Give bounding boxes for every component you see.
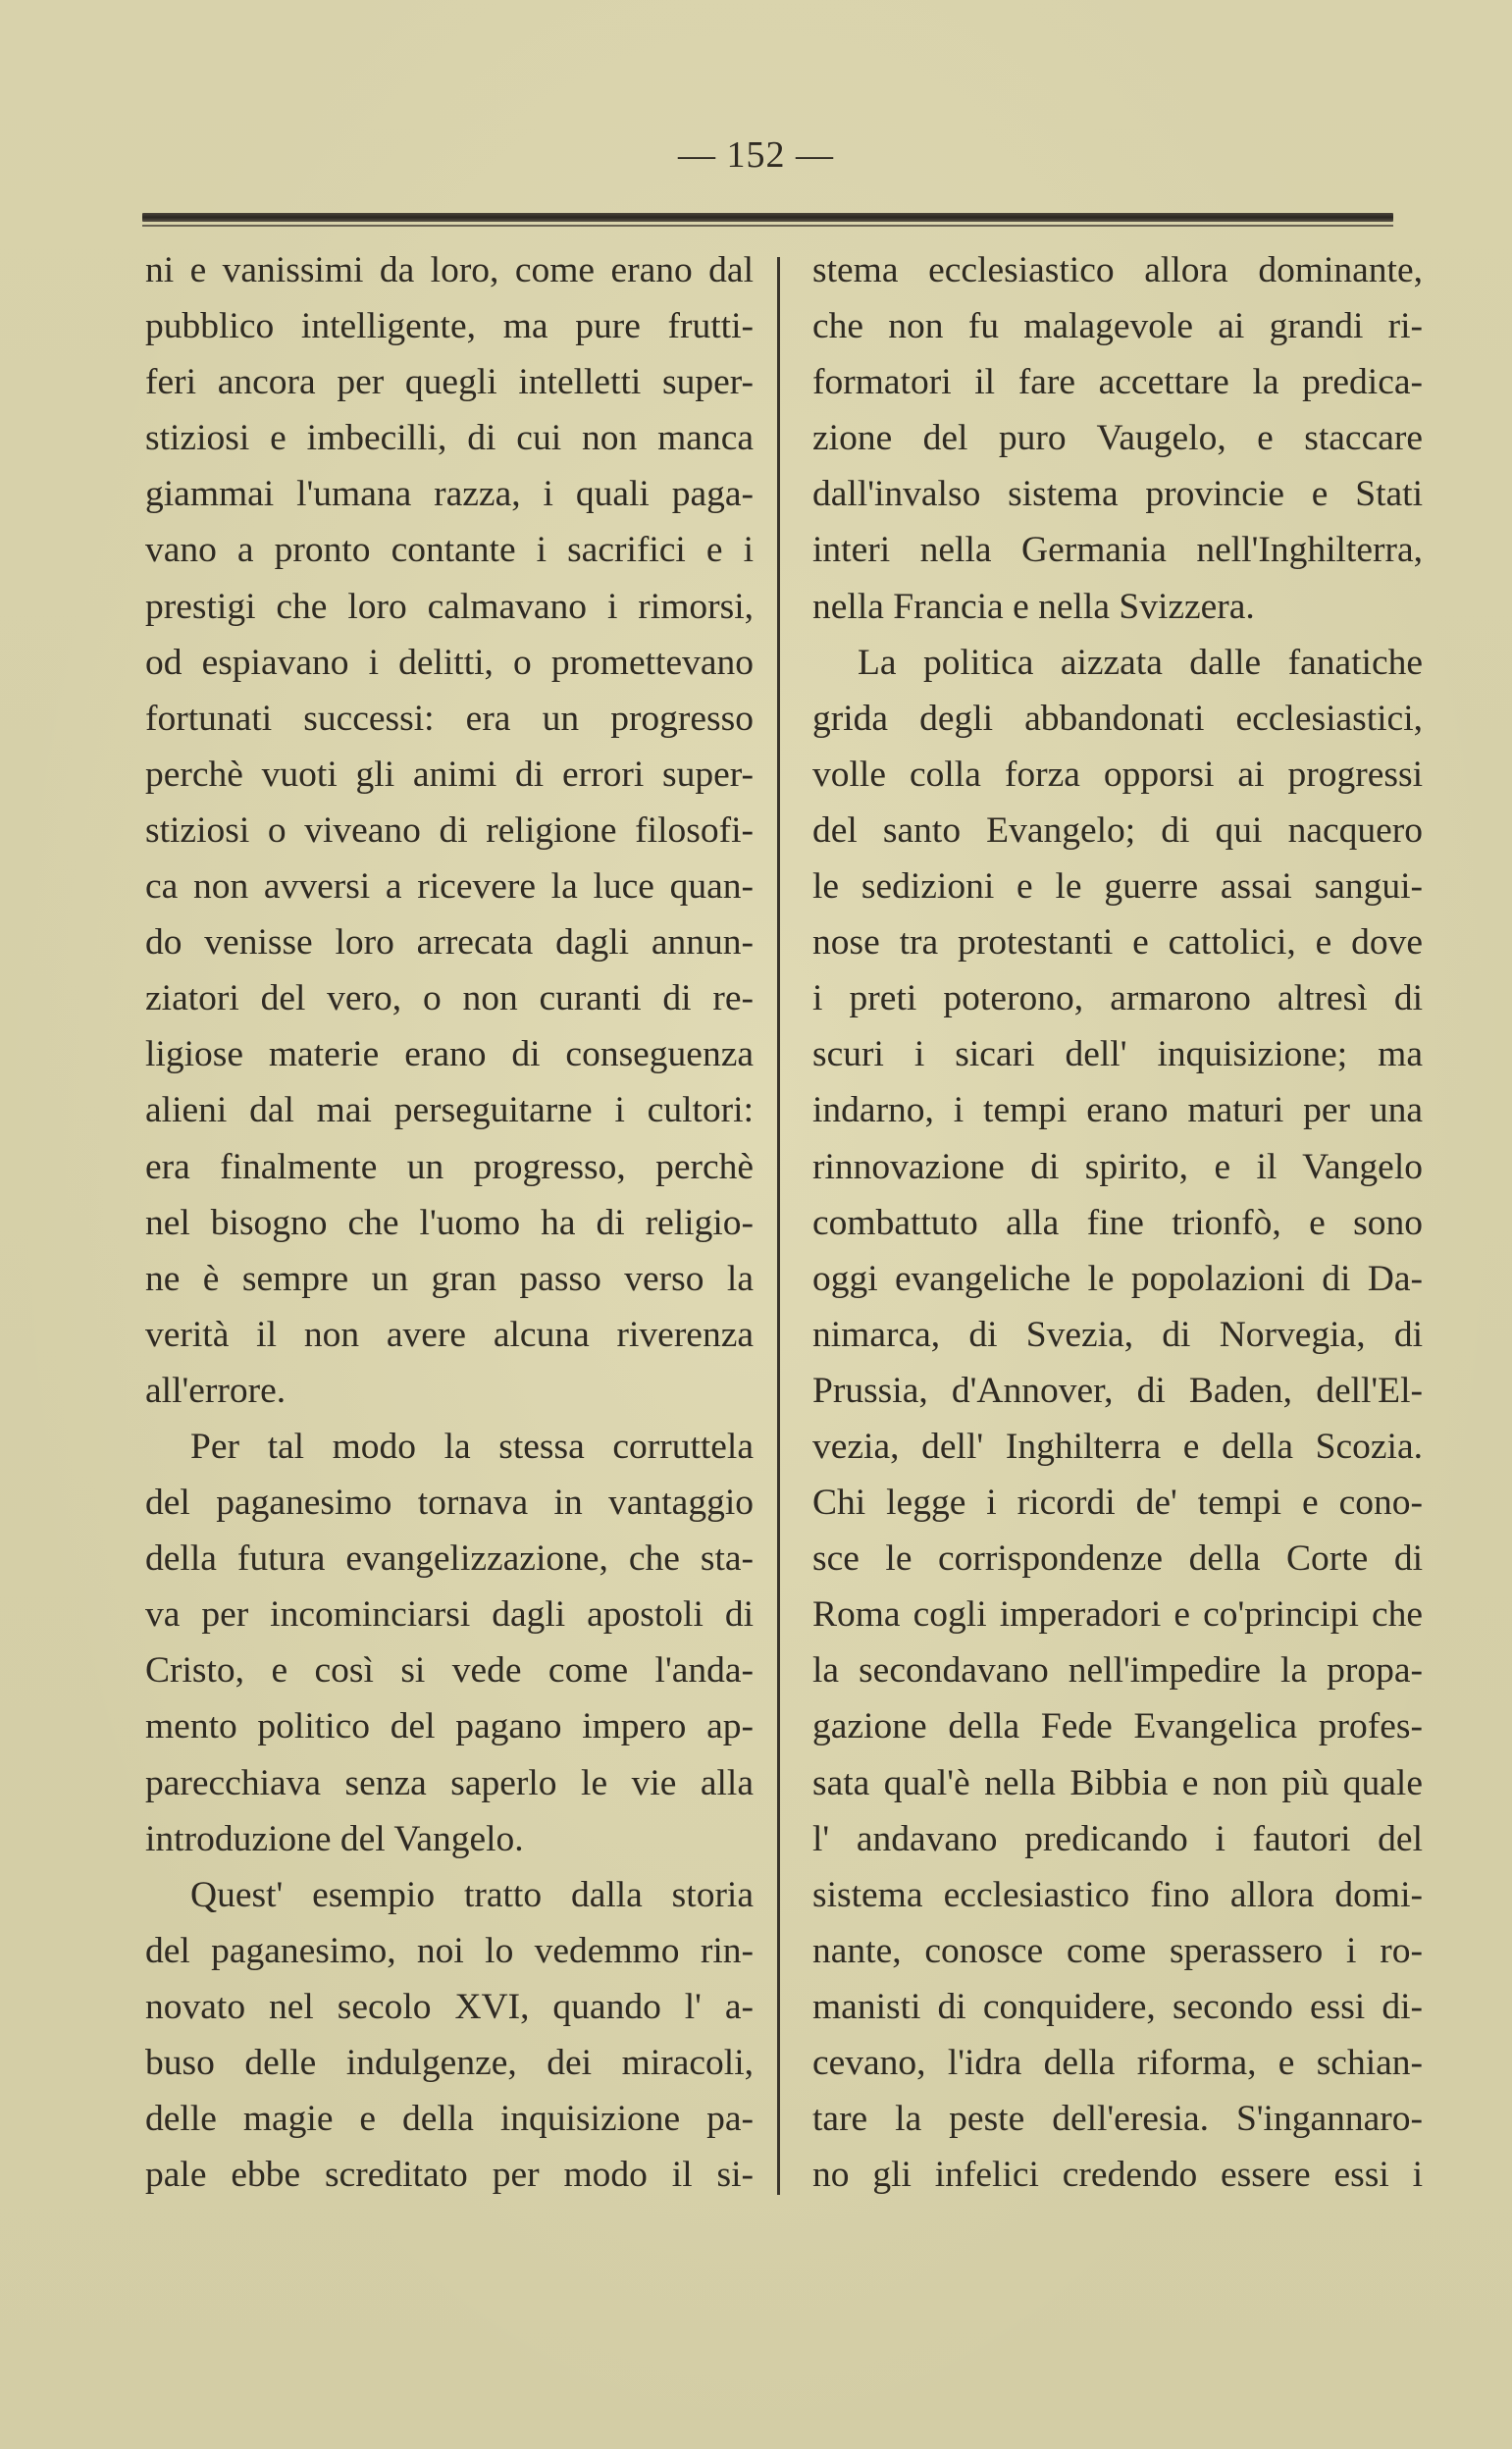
right-text-column: [812, 242, 1423, 2203]
text-line: Per tal modo la stessa corruttela: [190, 1426, 754, 1467]
text-line: mento politico del pagano impero ap-: [145, 1706, 754, 1747]
text-line: cevano, l'idra della riforma, e schian-: [812, 2043, 1423, 2083]
text-line: zione del puro Vaugelo, e staccare: [812, 418, 1423, 459]
text-line: che non fu malagevole ai grandi ri-: [812, 306, 1423, 347]
text-line: era finalmente un progresso, perchè: [145, 1146, 754, 1187]
text-line: l' andavano predicando i fautori del: [812, 1818, 1423, 1859]
text-line: novato nel secolo XVI, quando l' a-: [145, 1986, 754, 2027]
header-rule-thin: [142, 225, 1393, 227]
text-line: i preti poterono, armarono altresì di: [812, 978, 1423, 1019]
text-line: sce le corrispondenze della Corte di: [812, 1538, 1423, 1580]
text-line: stema ecclesiastico allora dominante,: [812, 250, 1423, 290]
text-line: feri ancora per quegli intelletti super-: [145, 362, 754, 403]
text-line: sata qual'è nella Bibbia e non più quale: [812, 1762, 1423, 1803]
text-line: prestigi che loro calmavano i rimorsi,: [145, 586, 754, 627]
text-line: Roma cogli imperadori e co'principi che: [812, 1594, 1423, 1636]
text-line: introduzione del Vangelo.: [145, 1818, 524, 1859]
text-line: alieni dal mai perseguitarne i cultori:: [145, 1090, 754, 1131]
text-line: manisti di conquidere, secondo essi di-: [812, 1986, 1423, 2027]
text-line: ca non avversi a ricevere la luce quan-: [145, 866, 754, 908]
text-line: sistema ecclesiastico fino allora domi-: [812, 1874, 1423, 1915]
text-line: interi nella Germania nell'Inghilterra,: [812, 530, 1423, 571]
text-line: ne è sempre un gran passo verso la: [145, 1258, 754, 1299]
text-line: buso delle indulgenze, dei miracoli,: [145, 2043, 754, 2083]
text-line: nimarca, di Svezia, di Norvegia, di: [812, 1314, 1423, 1355]
text-line: delle magie e della inquisizione pa-: [145, 2099, 754, 2140]
text-line: perchè vuoti gli animi di errori super-: [145, 754, 754, 795]
column-divider: [777, 257, 780, 2195]
text-line: ziatori del vero, o non curanti di re-: [145, 978, 754, 1019]
text-line: grida degli abbandonati ecclesiastici,: [812, 698, 1423, 739]
text-line: dall'invalso sistema provincie e Stati: [812, 474, 1423, 515]
text-line: le sedizioni e le guerre assai sangui-: [812, 866, 1423, 908]
text-line: va per incominciarsi dagli apostoli di: [145, 1594, 754, 1636]
text-line: Cristo, e così si vede come l'anda-: [145, 1650, 754, 1692]
text-line: indarno, i tempi erano maturi per una: [812, 1090, 1423, 1131]
text-line: La politica aizzata dalle fanatiche: [858, 642, 1423, 683]
text-line: nante, conosce come sperassero i ro-: [812, 1930, 1423, 1971]
text-line: all'errore.: [145, 1370, 287, 1411]
text-line: od espiavano i delitti, o promettevano: [145, 642, 754, 683]
text-line: verità il non avere alcuna riverenza: [145, 1314, 754, 1355]
text-line: della futura evangelizzazione, che sta-: [145, 1538, 754, 1580]
text-line: parecchiava senza saperlo le vie alla: [145, 1762, 754, 1803]
text-line: gazione della Fede Evangelica profes-: [812, 1706, 1423, 1747]
text-line: Quest' esempio tratto dalla storia: [190, 1874, 754, 1915]
text-line: fortunati successi: era un progresso: [145, 698, 754, 739]
text-line: scuri i sicari dell' inquisizione; ma: [812, 1034, 1423, 1075]
text-line: la secondavano nell'impedire la propa-: [812, 1650, 1423, 1692]
text-line: pale ebbe screditato per modo il si-: [145, 2155, 754, 2196]
text-line: tare la peste dell'eresia. S'ingannaro-: [812, 2099, 1423, 2140]
text-line: Prussia, d'Annover, di Baden, dell'El-: [812, 1370, 1423, 1411]
text-line: ligiose materie erano di conseguenza: [145, 1034, 754, 1075]
text-line: combattuto alla fine trionfò, e sono: [812, 1202, 1423, 1243]
text-line: del paganesimo tornava in vantaggio: [145, 1483, 754, 1524]
text-line: Chi legge i ricordi de' tempi e cono-: [812, 1483, 1423, 1524]
left-text-column: [145, 242, 754, 2203]
text-line: oggi evangeliche le popolazioni di Da-: [812, 1258, 1423, 1299]
page-number: — 152 —: [678, 134, 834, 176]
text-line: pubblico intelligente, ma pure frutti-: [145, 306, 754, 347]
text-line: do venisse loro arrecata dagli annun-: [145, 922, 754, 964]
text-line: formatori il fare accettare la predica-: [812, 362, 1423, 403]
text-line: vano a pronto contante i sacrifici e i: [145, 530, 754, 571]
text-line: no gli infelici credendo essere essi i: [812, 2155, 1423, 2196]
text-line: del paganesimo, noi lo vedemmo rin-: [145, 1930, 754, 1971]
text-line: volle colla forza opporsi ai progressi: [812, 754, 1423, 795]
text-line: nel bisogno che l'uomo ha di religio-: [145, 1202, 754, 1243]
text-line: nella Francia e nella Svizzera.: [812, 586, 1255, 627]
text-line: ni e vanissimi da loro, come erano dal: [145, 250, 754, 290]
text-line: del santo Evangelo; di qui nacquero: [812, 809, 1423, 851]
text-line: stiziosi o viveano di religione filosofi-: [145, 809, 754, 851]
text-line: vezia, dell' Inghilterra e della Scozia.: [812, 1426, 1423, 1467]
text-line: giammai l'umana razza, i quali paga-: [145, 474, 754, 515]
text-line: stiziosi e imbecilli, di cui non manca: [145, 418, 754, 459]
text-line: nose tra protestanti e cattolici, e dove: [812, 922, 1423, 964]
header-rule: [142, 213, 1393, 222]
text-line: rinnovazione di spirito, e il Vangelo: [812, 1146, 1423, 1187]
